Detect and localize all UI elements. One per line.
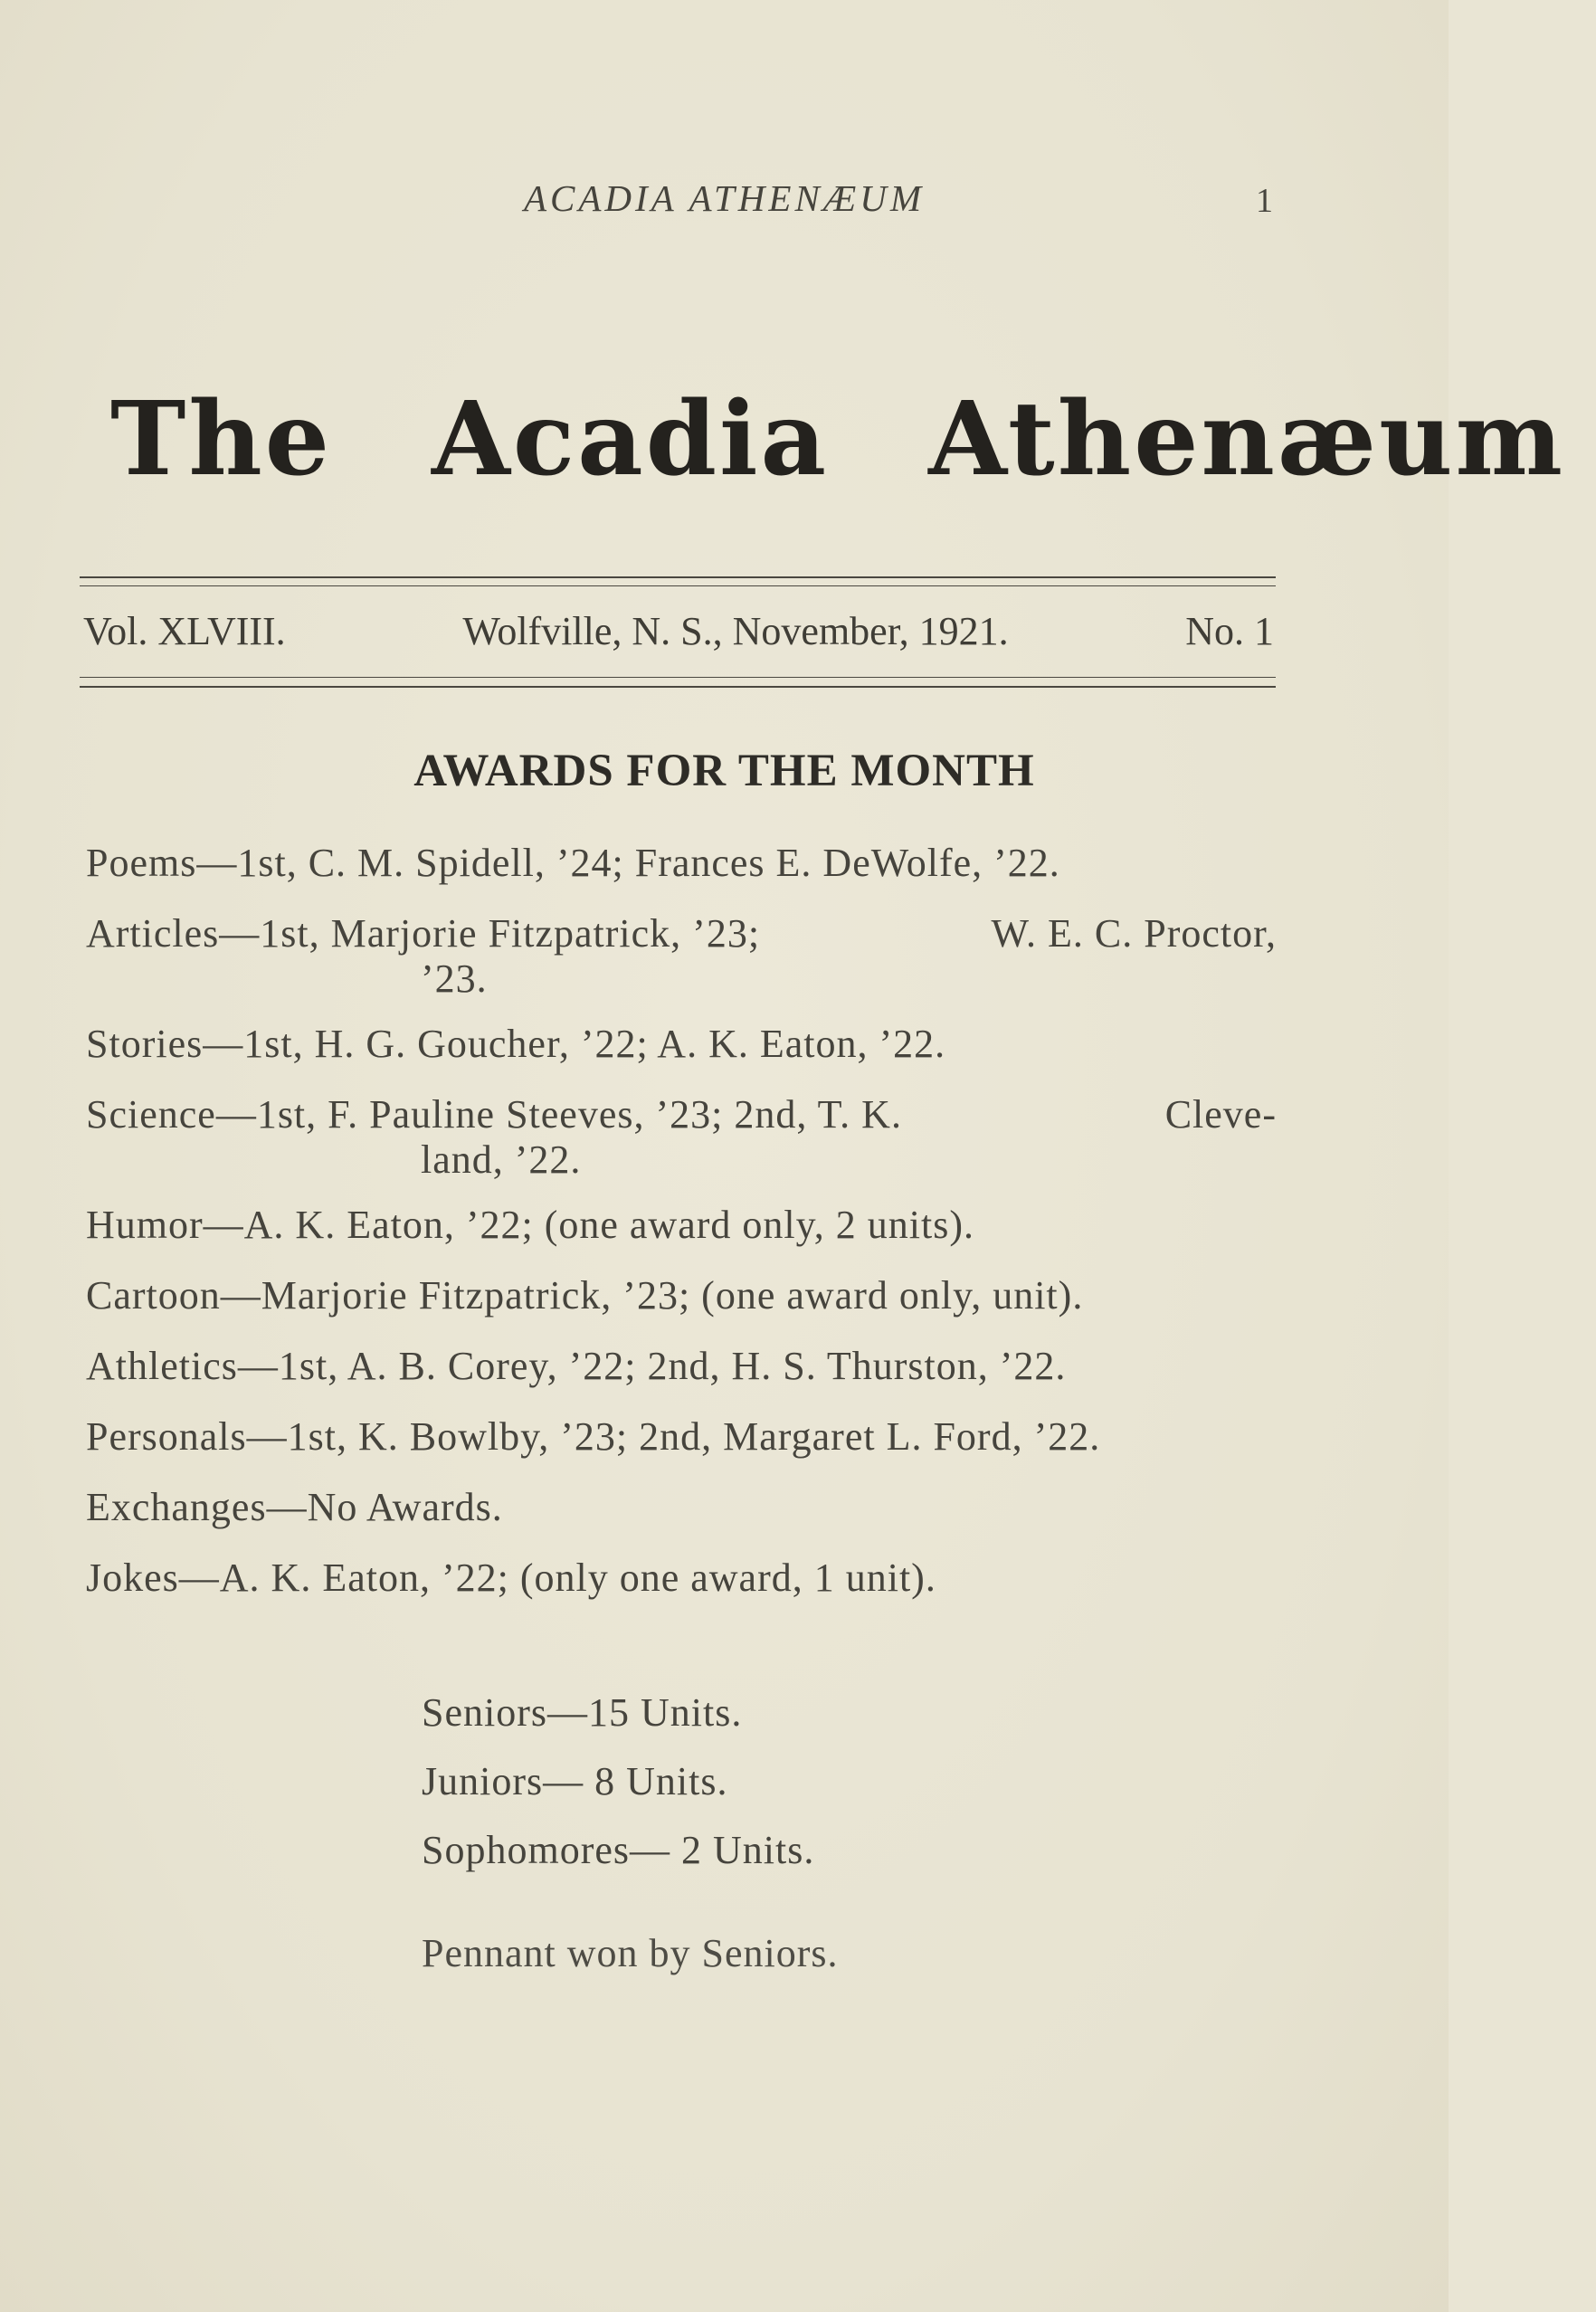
award-entry-exchanges: Exchanges—No Awards.	[86, 1485, 503, 1529]
award-entry-stories: Stories—1st, H. G. Goucher, ’22; A. K. Eaton, ’22.	[86, 1022, 946, 1066]
issue-number: No. 1	[1185, 609, 1274, 653]
award-entry-science: Science—1st, F. Pauline Steeves, ’23; 2nd, T. K. Cleve- land, ’22.	[86, 1092, 1277, 1182]
award-entry-cartoon: Cartoon—Marjorie Fitzpatrick, ’23; (one award only, unit).	[86, 1273, 1084, 1318]
awards-list	[86, 840, 1277, 1625]
award-entry-humor: Humor—A. K. Eaton, ’22; (one award only, 2 units).	[86, 1203, 974, 1247]
divider-rule	[80, 576, 1276, 578]
pennant-note: Pennant won by Seniors.	[422, 1931, 839, 1975]
masthead-word: The	[110, 380, 333, 499]
masthead-word: Athenæum	[928, 380, 1566, 499]
masthead-word: Acadia	[432, 380, 830, 499]
volume-number: Vol. XLVIII.	[83, 609, 286, 653]
volume-line	[83, 608, 1274, 654]
award-entry-personals: Personals—1st, K. Bowlby, ’23; 2nd, Margaret L. Ford, ’22.	[86, 1414, 1101, 1459]
award-entry-articles: Articles—1st, Marjorie Fitzpatrick, ’23; W. E. C. Proctor, ’23.	[86, 911, 1277, 1001]
units-seniors: Seniors—15 Units.	[422, 1690, 743, 1735]
page-number: 1	[1256, 182, 1273, 220]
divider-rule	[80, 686, 1276, 688]
class-units-summary	[422, 1689, 814, 1896]
section-heading: AWARDS FOR THE MONTH	[413, 746, 1035, 796]
place-date: Wolfville, N. S., November, 1921.	[462, 609, 1009, 653]
divider-rule	[80, 677, 1276, 678]
masthead-title	[80, 380, 1566, 499]
award-entry-jokes: Jokes—A. K. Eaton, ’22; (only one award, 1 unit).	[86, 1556, 936, 1600]
award-entry-poems: Poems—1st, C. M. Spidell, ’24; Frances E. DeWolfe, ’22.	[86, 841, 1060, 885]
award-entry-athletics: Athletics—1st, A. B. Corey, ’22; 2nd, H. S. Thurston, ’22.	[86, 1344, 1067, 1388]
divider-rule	[80, 585, 1276, 586]
running-title: ACADIA ATHENÆUM	[523, 177, 926, 219]
units-juniors: Juniors— 8 Units.	[422, 1759, 728, 1803]
units-sophomores: Sophomores— 2 Units.	[422, 1828, 815, 1872]
